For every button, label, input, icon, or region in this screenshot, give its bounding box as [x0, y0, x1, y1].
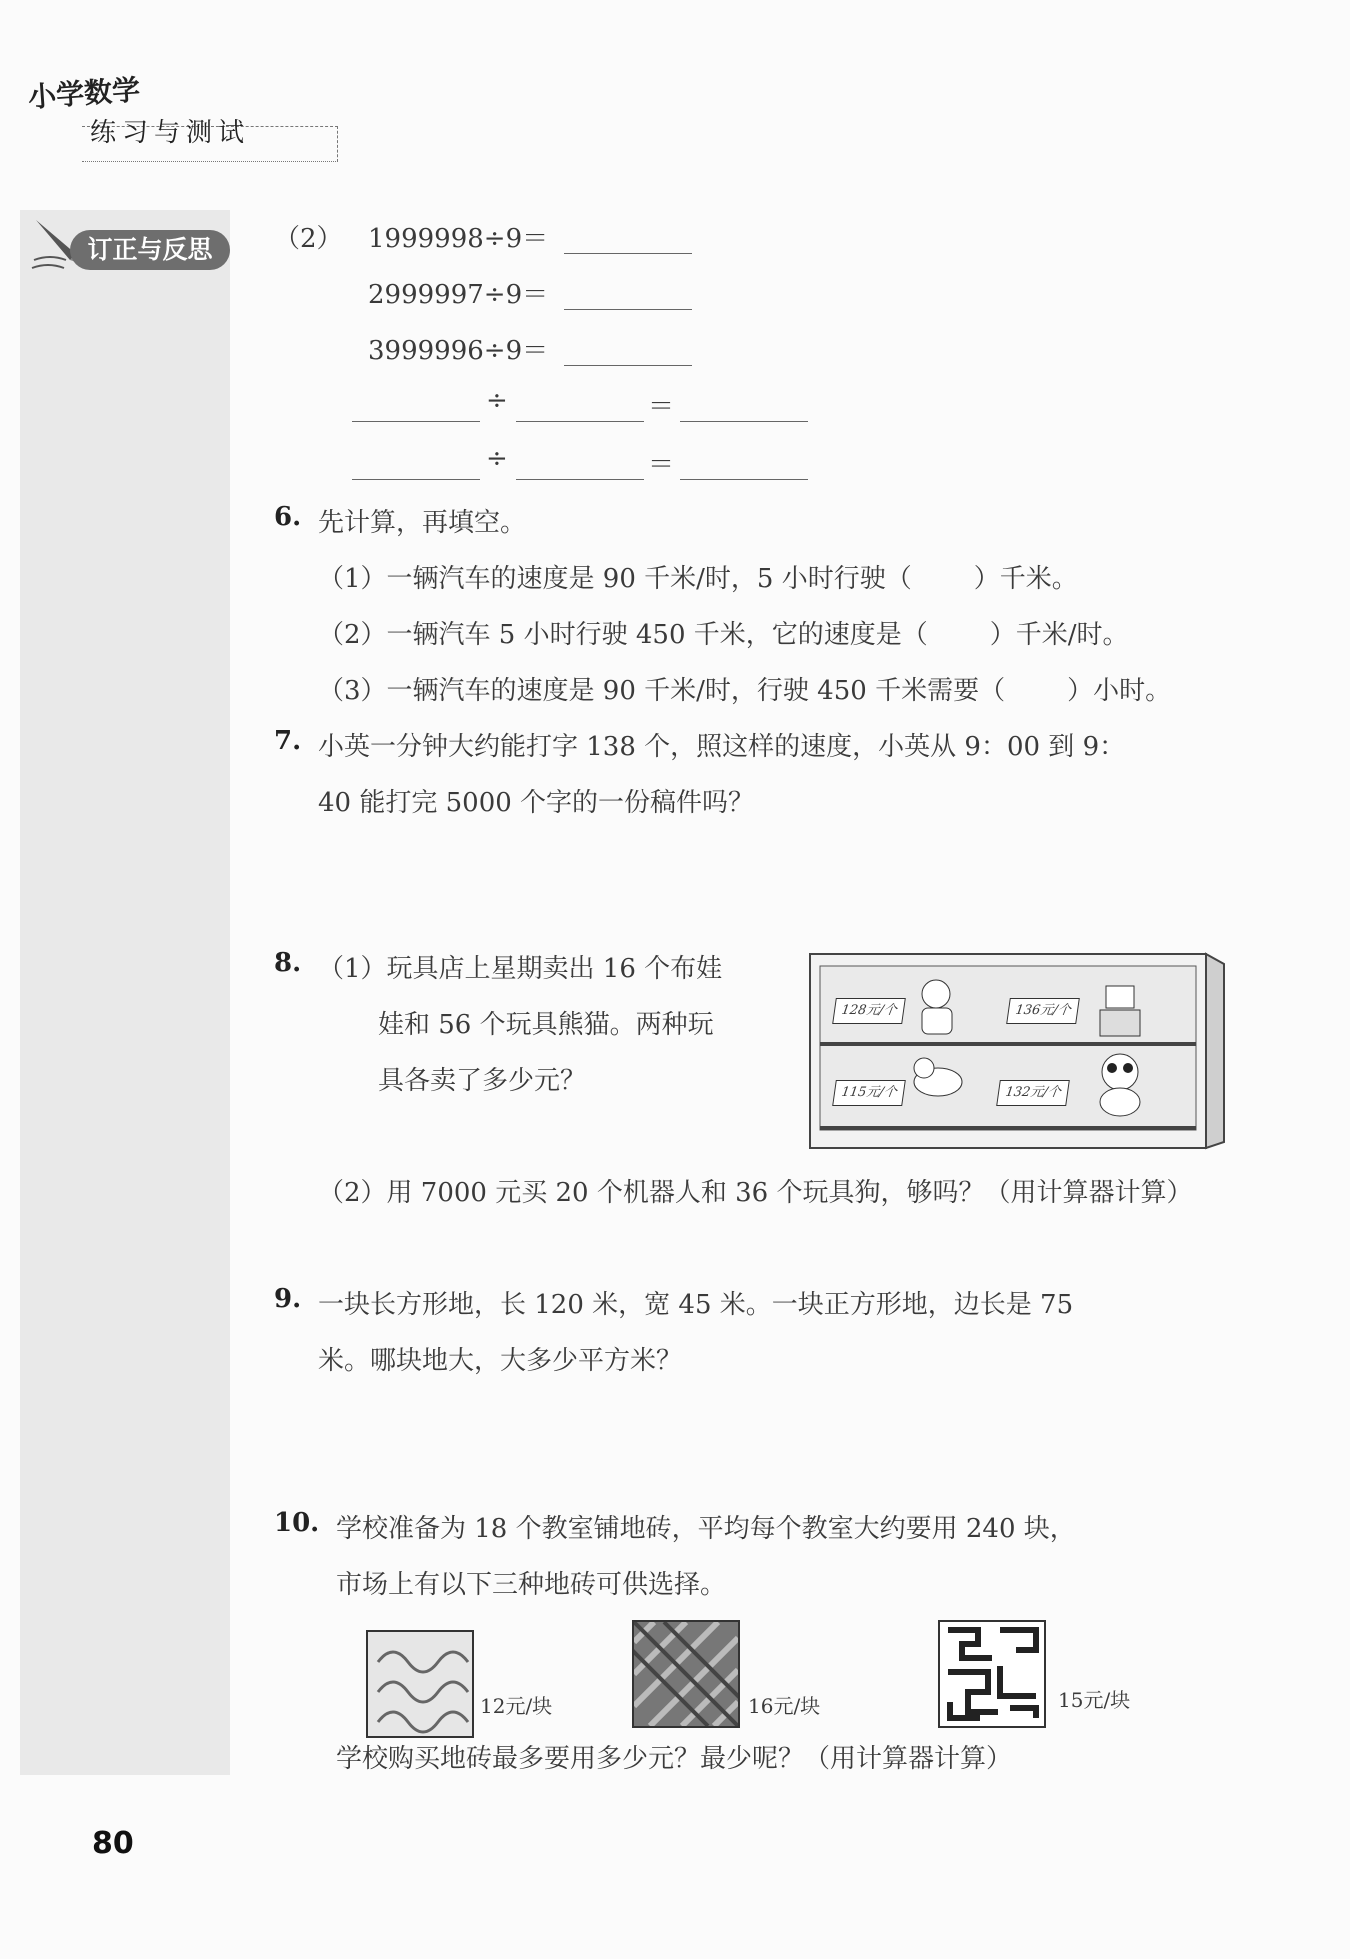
question-text: 娃和 56 个玩具熊猫。两种玩 — [378, 1010, 714, 1040]
q5-part2-label: （2） — [274, 224, 343, 254]
correction-sidebar — [20, 210, 230, 1775]
diagonal-pattern-tile — [632, 1620, 740, 1728]
equation: 2999997÷9＝ — [368, 280, 549, 310]
price-tag: 115元/个 — [832, 1080, 906, 1106]
tile-price: 15元/块 — [1058, 1688, 1131, 1712]
question-item — [318, 670, 1171, 707]
maze-pattern-tile — [938, 1620, 1046, 1728]
correction-badge — [36, 222, 228, 270]
cloud-pattern-tile — [366, 1630, 474, 1738]
equals-sign: ＝ — [648, 392, 675, 422]
question-text: （2）用 7000 元买 20 个机器人和 36 个玩具狗，够吗？（用计算器计算） — [318, 1178, 1193, 1208]
question-text: （3）一辆汽车的速度是 90 千米/时，行驶 450 千米需要（ — [318, 676, 1006, 706]
equation: 3999996÷9＝ — [368, 336, 549, 366]
question-text: 市场上有以下三种地砖可供选择。 — [336, 1570, 727, 1600]
question-text: （1）一辆汽车的速度是 90 千米/时，5 小时行驶（ — [318, 564, 912, 594]
question-text: ）千米。 — [973, 564, 1078, 594]
question-title: 先计算，再填空。 — [318, 508, 527, 538]
question-number: 10. — [274, 1508, 320, 1538]
answer-blank — [564, 308, 692, 310]
question-number: 8. — [274, 948, 302, 978]
book-title: 小学数学 — [27, 73, 142, 114]
question-text: 40 能打完 5000 个字的一份稿件吗？ — [318, 788, 755, 818]
question-text: ）小时。 — [1067, 676, 1172, 706]
price-tag: 136元/个 — [1006, 998, 1080, 1024]
answer-blank — [680, 420, 808, 422]
question-text: 学校购买地砖最多要用多少元？最少呢？（用计算器计算） — [336, 1744, 1013, 1774]
tile-price: 16元/块 — [748, 1694, 821, 1718]
answer-blank — [564, 252, 692, 254]
question-text: 一块长方形地，长 120 米，宽 45 米。一块正方形地，边长是 75 — [318, 1290, 1074, 1320]
toy-shelf-illustration — [808, 952, 1228, 1152]
correction-badge-label: 订正与反思 — [70, 230, 230, 270]
answer-blank — [352, 478, 480, 480]
question-number: 9. — [274, 1284, 302, 1314]
equals-sign: ＝ — [648, 450, 675, 480]
tile-price: 12元/块 — [480, 1694, 553, 1718]
division-sign: ÷ — [486, 444, 508, 474]
question-text: ）千米/时。 — [989, 620, 1129, 650]
question-text: 小英一分钟大约能打字 138 个，照这样的速度，小英从 9：00 到 9： — [318, 732, 1126, 762]
price-tag: 132元/个 — [996, 1080, 1070, 1106]
question-text: （1）玩具店上星期卖出 16 个布娃 — [318, 954, 723, 984]
question-number: 7. — [274, 726, 302, 756]
price-tag: 128元/个 — [832, 998, 906, 1024]
answer-blank — [564, 364, 692, 366]
answer-blank — [516, 420, 644, 422]
question-item — [318, 614, 1129, 651]
book-subtitle: 练习与测试 — [90, 118, 251, 148]
question-text: （2）一辆汽车 5 小时行驶 450 千米，它的速度是（ — [318, 620, 928, 650]
question-number: 6. — [274, 502, 302, 532]
page-number: 80 — [92, 1826, 134, 1861]
answer-blank — [352, 420, 480, 422]
answer-blank — [516, 478, 644, 480]
answer-blank — [680, 478, 808, 480]
question-text: 具各卖了多少元？ — [378, 1066, 587, 1096]
equation: 1999998÷9＝ — [368, 224, 549, 254]
question-item — [318, 558, 1078, 595]
division-sign: ÷ — [486, 386, 508, 416]
question-text: 米。哪块地大，大多少平方米？ — [318, 1346, 683, 1376]
question-text: 学校准备为 18 个教室铺地砖，平均每个教室大约要用 240 块， — [336, 1514, 1076, 1544]
